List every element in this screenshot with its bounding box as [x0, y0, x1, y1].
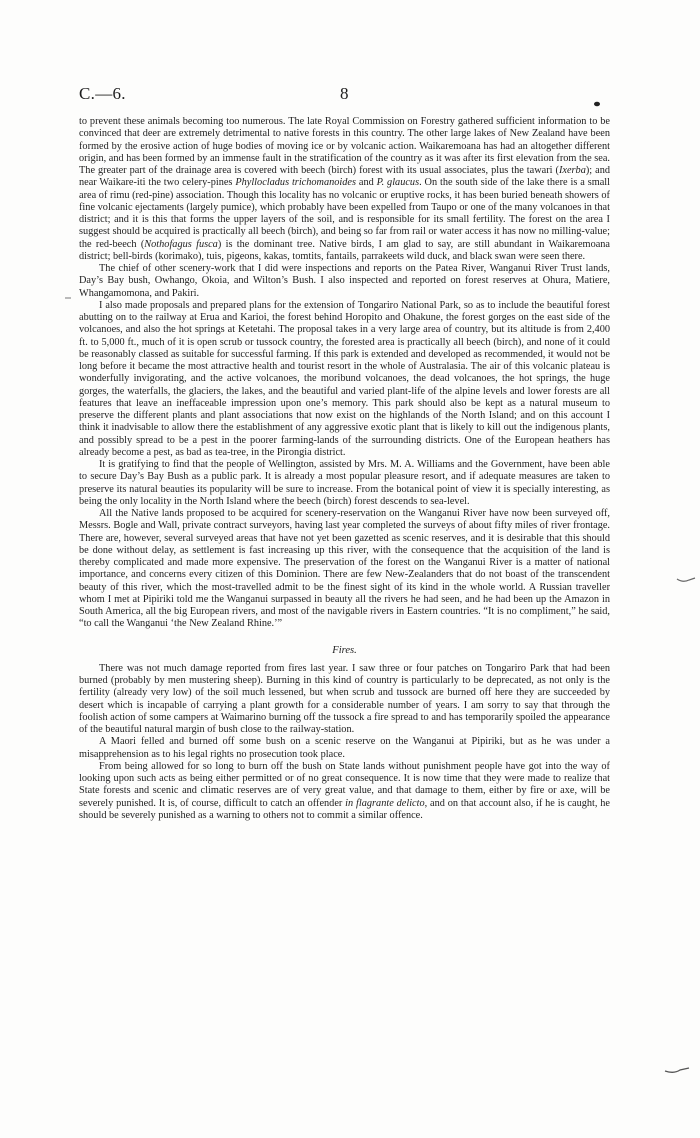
margin-tick-mark — [664, 1065, 690, 1077]
paragraph — [79, 508, 610, 631]
paragraph — [79, 761, 610, 822]
paragraph — [79, 459, 610, 508]
fires-paragraphs — [79, 663, 610, 822]
italic-term: P. glaucus — [376, 177, 420, 189]
paragraph — [79, 736, 610, 761]
margin-dash-mark — [64, 296, 72, 300]
text-run: There was not much damage reported from fires last year. I saw three or four patches on Tongariro Park that had been burned (probably by men mustering sheep). Burning in this kind of country is particularly to be deprecated, as not only is the fertility (already very low) of the soil much lessened, but when scrub and tussock are burned off here they are succeeded by desert which is incapable of carrying a plant growth for a considerable number of years. I am sorry to say that through the foolish action of some campers at Waimarino burning off the tussock a fire spread to and has temporarily spoiled the appearance of the beautiful natural margin of bush close to the railway-station. — [79, 662, 610, 735]
text-run: A Maori felled and burned off some bush on a scenic reserve on the Wanganui at Pipiriki, but as he was under a misapprehension as to his legal rights no prosecution took place. — [79, 736, 610, 760]
italic-term: Phyllocladus trichomanoides — [235, 177, 357, 189]
main-paragraphs — [79, 116, 610, 631]
text-run: The chief of other scenery-work that I did were inspections and reports on the Patea River, Wanganui River Trust lands, Day’s Bay bush, Owhango, Okoia, and Wilton’s Bush. I also inspected and reported on forest reserves at Ohura, Matiere, Whangamomona, and Pakiri. — [79, 263, 610, 299]
text-run: . On the south side of the lake there is a small area of rimu (red-pine) association. Though this locality has no volcanic or eruptive rocks, it has been buried beneath showers of fine volcanic ejectaments (largely pumice), which probably have been expelled from Taupo or one of the many volcanoes in that district; and it is this that forms the upper layers of the soil, and is responsible for its small fertility. The forest on the area I suggest should be acquired is practically all beech (birch), and being so far from rail or water access it has now no milling-value; the red-beech ( — [79, 177, 610, 250]
text-run: ) is the dominant tree. Native birds, I am glad to say, are still abundant in Waikaremoana district; bell-birds (korimako), tuis, pigeons, kakas, tomtits, fantails, parrakeets wild duck, and black swan were seen there. — [79, 238, 611, 262]
document-code: C.—6. — [79, 84, 126, 103]
text-run: , and on that account also, if he is caught, he should be severely punished as a warning to others not to commit a similar offence. — [79, 797, 611, 821]
main-body-text — [79, 116, 610, 822]
paragraph — [79, 663, 610, 737]
italic-term: Ixerba — [558, 165, 586, 176]
text-run: From being allowed for so long to burn off the bush on State lands without punishment people have got into the way of looking upon such acts as being either permitted or of no great consequence. It is now time that they were made to realize that State forests and scenic and climatic reserves are of very great value, and that damage to them, either by fire or axe, will be severely punished. It is, of course, difficult to catch an offender — [79, 760, 610, 809]
page-number: 8 — [340, 84, 349, 103]
margin-tick-mark — [676, 576, 696, 586]
text-run: to prevent these animals becoming too numerous. The late Royal Commission on Forestry gathered sufficient information to be convinced that deer are extremely detrimental to native forests in this country. The other large lakes of New Zealand have been formed by the erosive action of huge bodies of moving ice or by volcanic action. Waikaremoana has had an altogether different origin, and has been formed by an immense fault in the stratification of the country as it was after its first elevation from the sea. The greater part of the drainage area is covered with beech (birch) forest with its usual associates, plus the tawari ( — [79, 116, 610, 176]
text-run: It is gratifying to find that the people of Wellington, assisted by Mrs. M. A. Williams and the Government, have been able to secure Day’s Bay Bush as a public park. It is already a most popular pleasure resort, and if adequate measures are taken to preserve its natural beauties its popularity will be sure to increase. From the botanical point of view it is specially interesting, as being the only locality in the North Island where the beech (birch) forest descends to sea-level. — [79, 459, 610, 507]
paragraph — [79, 116, 610, 263]
text-run: All the Native lands proposed to be acquired for scenery-reservation on the Wanganui River have now been surveyed off, Messrs. Bogle and Wall, private contract surveyors, having last year completed the surveys of about fifty miles of river frontage. There are, however, several surveyed areas that have not yet been gazetted as scenic reserves, and it is desirable that this should be done without delay, as settlement is fast increasing up this river, with the consequence that the acquisition of the land is thereby complicated and made more expensive. The preservation of the forest on the Wanganui River is a matter of national importance, and concerns every citizen of this Dominion. There are few New-Zealanders that do not boast of the transcendent beauty of this river, which the most-travelled admit to be the finest sight of its kind in the whole world. A Russian traveller whom I met at Pipiriki told me the Wanganui surpassed in beauty all the rivers he had seen, and he had been up the Amazon in South America, all the big European rivers, and most of the navigable rivers in Eastern countries. “It is no compliment,” he said, “to call the Wanganui ‘the New Zealand Rhine.’” — [79, 508, 610, 630]
scan-dot-mark — [592, 100, 602, 108]
section-heading-fires: Fires. — [332, 644, 357, 656]
italic-term: Nothofagus fusca — [144, 238, 218, 250]
paragraph — [79, 263, 610, 300]
text-run: ); and near Waikare-iti the two celery-pines — [79, 165, 610, 189]
italic-term: in flagrante delicto — [345, 797, 425, 809]
paragraph — [79, 300, 610, 459]
text-run: I also made proposals and prepared plans for the extension of Tongariro National Park, so as to include the beautiful forest abutting on to the railway at Erua and Karioi, the forest behind Horopito and Ohakune, the forest gorges on the east side of the volcanoes, and also the hot springs at Ketetahi. The proposal takes in a very large area of country, but its altitude is from 2,400 ft. to 5,000 ft., much of it is open scrub or tussock country, the forested area is practically all beech (birch), and none of it could be reasonably classed as suitable for successful farming. If this park is extended and developed as recommended, it would not be long before it became the most attractive health and tourist resort in the whole of Australasia. The air of this volcanic plateau is wonderfully invigorating, and the active volcanoes, the moribund volcanoes, the dead volcanoes, the hot springs, the huge gorges, the waterfalls, the glaciers, the lakes, and the beautiful and varied plant-life of the alpine levels and lower forests are all features that leave an ineffaceable impression upon one’s memory. This park should also be kept as a natural museum to preserve the different plants and plant associations that now exist on the highlands of the North Island; and on this account I think it inadvisable to allow there the establishment of any aggressive exotic plant that is likely to kill out the indigenous plants, and possibly spread to be a pest in the poorer farming-lands of the surrounding districts. One of the European heathers has already become a pest, as bad as tea-tree, in the Pirongia district. — [79, 299, 610, 458]
text-run: and — [356, 177, 377, 189]
